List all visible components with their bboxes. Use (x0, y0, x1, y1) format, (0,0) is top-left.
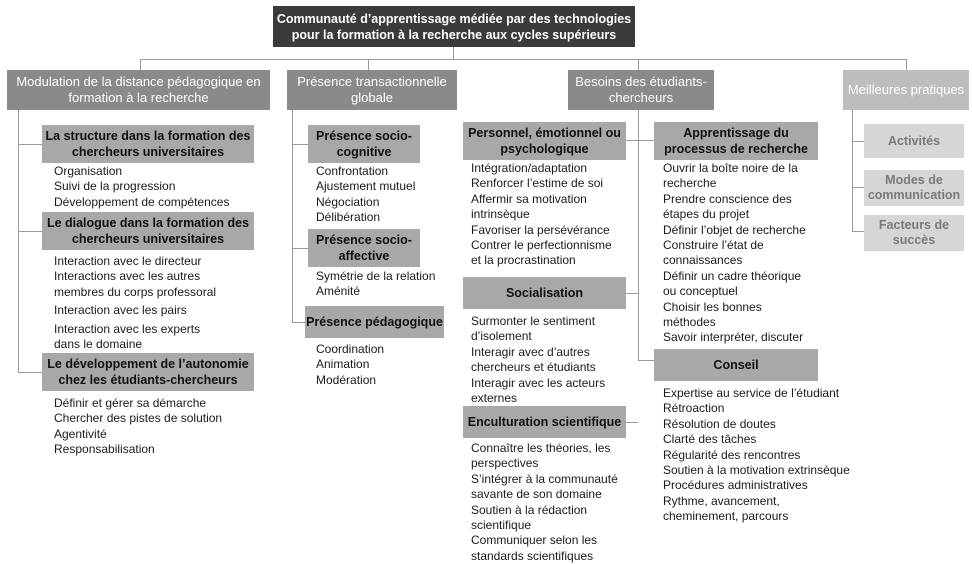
category-title-line1: Besoins des étudiants- (575, 74, 707, 89)
node-enculturation (463, 406, 626, 438)
list-item: d’isolement (471, 329, 532, 344)
list-item: Prendre conscience des (663, 191, 792, 206)
list-item: Interaction avec le directeur (54, 254, 202, 268)
list-item: Animation (316, 357, 370, 372)
root-node (273, 6, 635, 47)
category-modulation (7, 70, 270, 110)
connector (626, 140, 654, 141)
node-title-line1: Activités (887, 133, 941, 148)
list-apprentissage (663, 161, 806, 346)
list-item: Rythme, avancement, (663, 493, 780, 508)
connector (18, 110, 19, 372)
list-item: Suivi de la progression (54, 179, 176, 194)
list-item: recherche (663, 176, 717, 191)
list-item: Clarté des tâches (663, 432, 757, 447)
node-title-line2: chercheurs universitaires (71, 232, 225, 246)
list-item: Ouvrir la boîte noire de la (663, 161, 798, 175)
node-structure (42, 125, 254, 163)
list-item: Régularité des rencontres (663, 447, 801, 462)
list-item: Savoir interpréter, discuter (663, 330, 804, 345)
category-title-line1: Modulation de la distance pédagogique en (16, 74, 261, 89)
list-item: Interagir avec d’autres (471, 344, 590, 359)
node-title-line1: Socialisation (505, 286, 584, 300)
list-item: Contrer le perfectionnisme (471, 238, 612, 253)
list-item: Coordination (316, 342, 385, 356)
list-item: méthodes (663, 315, 716, 330)
node-socio-cognitive (308, 125, 420, 163)
connector (140, 59, 141, 70)
list-item: et la procrastination (471, 253, 576, 268)
list-item: Résolution de doutes (663, 416, 776, 431)
node-title-line1: La structure dans la formation des (45, 129, 251, 143)
connector (852, 141, 864, 142)
list-item: Modération (316, 372, 377, 387)
connector (638, 110, 639, 360)
connector (18, 372, 42, 373)
category-pratiques (843, 70, 969, 110)
node-title-line2: chercheurs universitaires (71, 145, 225, 159)
list-item: Symétrie de la relation (316, 269, 436, 283)
list-item: intrinsèque (471, 207, 530, 222)
category-title-line1: Présence transactionnelle (297, 74, 447, 89)
list-item: Interagir avec les acteurs (471, 375, 606, 390)
connector (626, 422, 638, 423)
list-item: Favoriser la persévérance (471, 222, 610, 237)
node-pedagogique (305, 306, 444, 338)
connector (140, 59, 906, 60)
list-autonomie (54, 396, 222, 458)
connector (852, 110, 853, 231)
list-item: Négociation (316, 194, 380, 209)
list-item: membres du corps professoral (54, 284, 217, 299)
connector (18, 231, 42, 232)
list-item: Intégration/adaptation (471, 161, 588, 175)
node-title-line2: succès (892, 233, 936, 247)
list-item: Agentivité (54, 426, 107, 441)
list-item: savante de son domaine (471, 487, 602, 502)
list-item: Surmonter le sentiment (471, 314, 596, 328)
node-title-line1: Modes de (885, 173, 943, 187)
node-activites (864, 124, 964, 158)
list-item: Construire l’état de (663, 238, 764, 253)
list-structure (54, 164, 229, 210)
category-title-line2: chercheurs (608, 90, 674, 105)
connector (292, 110, 293, 322)
list-item: Organisation (54, 164, 123, 178)
node-title-line2: cognitive (336, 145, 392, 159)
node-dialogue (42, 212, 254, 250)
root-title-line2: pour la formation à la recherche aux cycles supérieurs (291, 27, 617, 42)
list-item: S’intégrer à la communauté (471, 471, 618, 486)
list-item: scientifique (471, 518, 532, 533)
node-title-line1: Facteurs de (878, 218, 950, 232)
list-item: externes (471, 391, 518, 406)
list-item: connaissances (663, 253, 743, 268)
list-item: Responsabilisation (54, 442, 155, 457)
list-item: perspectives (471, 456, 539, 471)
list-item: standards scientifiques (471, 548, 594, 563)
node-title-line1: Présence pédagogique (306, 315, 443, 329)
list-item: Délibération (316, 210, 381, 225)
connector (18, 144, 42, 145)
connector (852, 187, 864, 188)
node-title-line2: communication (867, 188, 961, 202)
connector (626, 293, 638, 294)
list-item: chercheurs et étudiants (471, 360, 596, 375)
list-item: étapes du projet (663, 207, 750, 222)
node-title-line1: Conseil (713, 358, 759, 372)
list-enculturation (471, 441, 618, 564)
list-item: Soutien à la motivation extrinsèque (663, 463, 850, 478)
connector (638, 360, 654, 361)
list-item: Définir l’objet de recherche (663, 222, 806, 237)
list-socio-affective (316, 269, 435, 300)
list-item: Renforcer l’estime de soi (471, 176, 604, 191)
node-conseil (654, 349, 818, 381)
root-title-line1: Communauté d’apprentissage médiée par des technologies (276, 11, 632, 26)
list-item: Connaître les théories, les (471, 441, 611, 455)
list-personnel (471, 161, 612, 269)
category-title-line2: globale (351, 90, 393, 105)
list-item: cheminement, parcours (663, 509, 789, 524)
category-besoins (568, 70, 714, 110)
list-item: Confrontation (316, 164, 389, 178)
node-socialisation (463, 277, 626, 309)
list-item: Choisir les bonnes (663, 299, 762, 314)
node-personnel (463, 122, 626, 160)
node-title-line1: Présence socio- (316, 129, 412, 143)
node-title-line2: processus de recherche (664, 142, 808, 156)
category-presence (287, 70, 457, 110)
category-title-line2: formation à la recherche (68, 90, 209, 105)
list-item: Affermir sa motivation (471, 191, 587, 206)
category-title-line1: Meilleures pratiques (847, 82, 965, 97)
node-title-line2: psychologique (500, 142, 589, 156)
list-item: Développement de compétences (54, 194, 230, 209)
list-item: ou conceptuel (663, 284, 738, 299)
connector (852, 231, 864, 232)
node-title-line1: Le dialogue dans la formation des (46, 216, 250, 230)
list-item: Définir un cadre théorique (663, 268, 802, 283)
list-item: Interactions avec les autres (54, 269, 201, 284)
connector (453, 47, 454, 59)
connector (638, 59, 639, 70)
node-title-line1: Présence socio- (316, 233, 412, 247)
node-title-line1: Apprentissage du (683, 126, 789, 140)
connector (368, 59, 369, 70)
list-item: Expertise au service de l’étudiant (663, 386, 840, 400)
list-conseil (663, 386, 850, 525)
list-item: Rétroaction (663, 401, 725, 416)
node-socio-affective (308, 229, 420, 267)
list-socio-cognitive (316, 164, 415, 226)
node-title-line2: chez les étudiants-chercheurs (58, 373, 238, 387)
list-dialogue (54, 254, 216, 352)
list-socialisation (471, 314, 605, 406)
connector (906, 59, 907, 70)
list-item: Ajustement mutuel (316, 179, 416, 194)
list-item: Définir et gérer sa démarche (54, 396, 207, 410)
node-title-line1: Personnel, émotionnel ou (468, 126, 621, 140)
node-title-line2: affective (338, 249, 390, 263)
list-item: Procédures administratives (663, 478, 808, 493)
node-modes (864, 170, 964, 206)
node-facteurs (864, 215, 964, 251)
connector (292, 144, 308, 145)
node-apprentissage (654, 122, 818, 160)
connector (292, 248, 308, 249)
list-item: Chercher des pistes de solution (54, 411, 223, 426)
list-item: Interaction avec les experts (54, 321, 201, 336)
list-item: Communiquer selon les (471, 533, 598, 548)
node-autonomie (42, 353, 254, 391)
node-title-line1: Enculturation scientifique (467, 415, 622, 429)
list-item: Aménité (316, 284, 361, 299)
node-title-line1: Le développement de l’autonomie (47, 357, 249, 371)
list-item: Soutien à la rédaction (471, 502, 588, 517)
list-item: Interaction avec les pairs (54, 303, 187, 318)
list-item: dans le domaine (54, 337, 143, 352)
list-pedagogique (316, 342, 384, 388)
